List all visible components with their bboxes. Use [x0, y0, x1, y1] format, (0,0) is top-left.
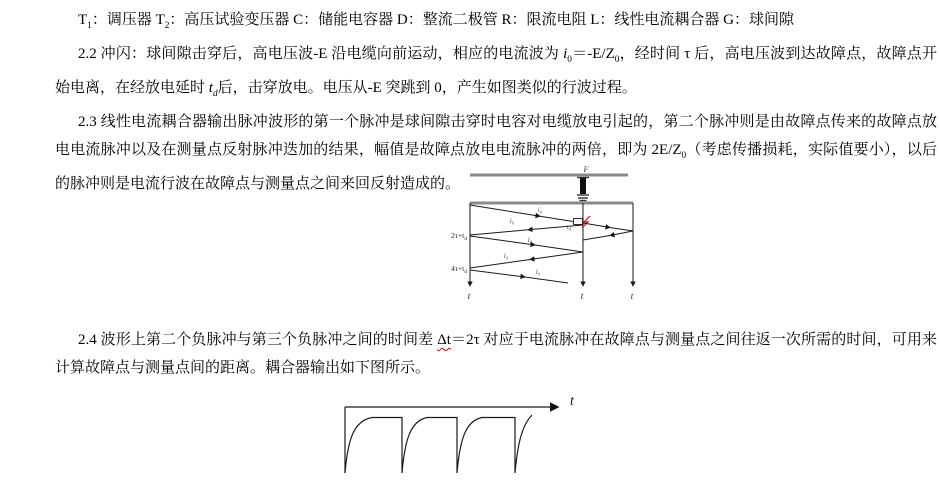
time-axis-label-right: t [630, 291, 634, 301]
delay-time-label: $t_d$ [566, 224, 571, 233]
pulse-current-label-5: i₀ [535, 268, 541, 276]
time-axis-label-left: t [467, 291, 471, 301]
wave-path-right-back [583, 231, 633, 240]
fault-point-label: F [583, 165, 589, 174]
round-trip-label-1: $2\tau+t_d$ [451, 231, 467, 242]
pulse-current-label-4: i₀ [503, 252, 509, 260]
document-body-text-2[interactable] [55, 326, 937, 382]
wave-path-5 [470, 270, 568, 283]
paragraph-2-2[interactable]: 2.2 冲闪：球间隙击穿后，高电压波-E 沿电缆向前运动，相应的电流波为 $i_0=-E/Z_0$，经时间 τ 后，高电压波到达故障点，故障点开始电离，在经放电延时 $t_d$后，击穿放电。电压从-E 突跳到 0，产生如图类似的行波过程。 [55, 46, 937, 99]
wave-path-4 [470, 252, 583, 268]
wave-path-1 [470, 205, 573, 222]
paragraph-2-4[interactable]: 2.4 波形上第二个负脉冲与第三个负脉冲之间的时间差 Δt＝2τ 对应于电流脉冲在故障点与测量点之间往返一次所需的时间，可用来计算故障点与测量点间的距离。耦合器输出如下图所示。 [55, 332, 937, 376]
pulse-train-trace [345, 415, 532, 473]
coupler-output-waveform[interactable] [330, 388, 600, 480]
pulse-current-label-3: i₀ [527, 236, 533, 244]
waveform-time-axis-label: t [570, 394, 574, 409]
pulse-current-label-1: i₀ [537, 206, 543, 214]
pulse-current-label-2: i₀ [509, 217, 515, 225]
paragraph-2-3[interactable]: 2.3 线性电流耦合器输出脉冲波形的第一个脉冲是球间隙击穿时电容对电缆放电引起的，第二个脉冲则是由故障点传来的故障点放电电流脉冲以及在测量点反射脉冲迭加的结果，幅值是故障点放电电流脉冲的两倍，即为 $2E/Z_0$（考虑传播损耗，实际值要小），以后的脉冲则是电流行波在故障点与测量点之间来回反射造成的。 [55, 114, 937, 192]
source-element-symbol [577, 178, 589, 201]
discharge-delay-notch [574, 219, 583, 225]
component-legend-line[interactable]: $T_1$：调压器 $T_2$：高压试验变压器 C：储能电容器 D：整流二极管 R：限流电阻 L：线性电流耦合器 G：球间隙 [78, 12, 794, 31]
time-axis-label-middle: t [580, 291, 584, 301]
round-trip-label-2: $4\tau+t_d$ [451, 264, 467, 275]
lattice-diagram[interactable] [440, 165, 650, 305]
wave-path-3 [470, 236, 583, 252]
wave-path-right-out [583, 223, 633, 231]
